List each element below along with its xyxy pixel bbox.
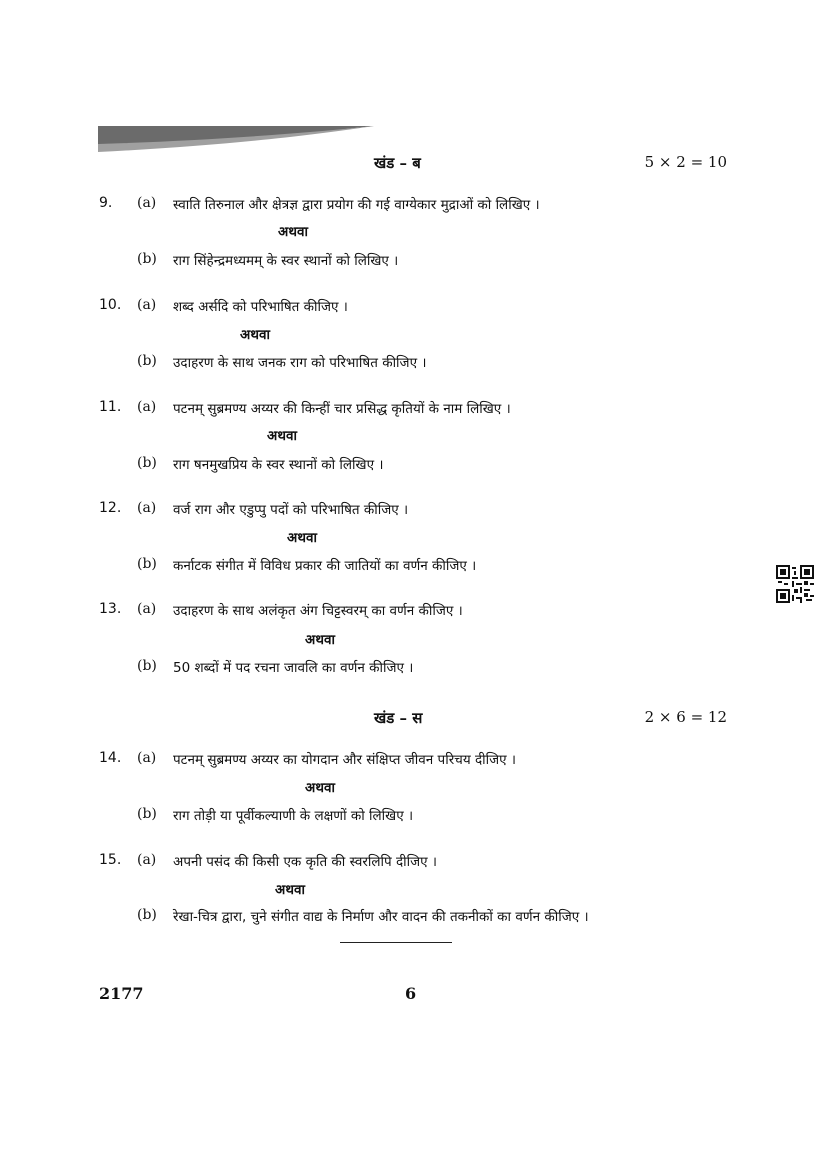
or-separator: अथवा: [275, 882, 305, 898]
option-label: (a): [137, 195, 157, 211]
option-a: [0, 195, 827, 217]
question-number: 12.: [99, 500, 122, 516]
section-c-header: [0, 708, 827, 732]
section-title: खंड – ब: [374, 154, 421, 172]
option-b: [0, 251, 827, 273]
section-title: खंड – स: [374, 709, 423, 727]
question-number: 10.: [99, 297, 122, 313]
option-a: [0, 601, 827, 623]
option-a: [0, 500, 827, 522]
question-number: 14.: [99, 750, 122, 766]
option-text: उदाहरण के साथ अलंकृत अंग चिट्टस्वरम् का वर्णन कीजिए ।: [173, 603, 463, 619]
option-text: 50 शब्दों में पद रचना जावलि का वर्णन कीजिए ।: [173, 660, 414, 676]
option-a: [0, 297, 827, 319]
option-b: [0, 556, 827, 578]
option-a: [0, 750, 827, 772]
section-marks: 2 × 6 = 12: [644, 708, 727, 726]
option-label: (a): [137, 399, 157, 415]
option-a: [0, 852, 827, 874]
section-marks: 5 × 2 = 10: [644, 153, 727, 171]
qr-code-icon: [776, 565, 814, 603]
option-text: रेखा-चित्र द्वारा, चुने संगीत वाद्य के निर्माण और वादन की तकनीकों का वर्णन कीजिए ।: [173, 909, 589, 925]
option-text: पटनम् सुब्रमण्य अय्यर का योगदान और संक्षिप्त जीवन परिचय दीजिए ।: [173, 752, 516, 768]
end-rule: [340, 942, 452, 943]
option-text: अपनी पसंद की किसी एक कृति की स्वरलिपि दीजिए ।: [173, 854, 438, 870]
option-b: [0, 907, 827, 929]
option-label: (b): [137, 251, 157, 267]
option-text: राग षनमुखप्रिय के स्वर स्थानों को लिखिए ।: [173, 457, 384, 473]
option-text: स्वाति तिरुनाल और क्षेत्रज्ञ द्वारा प्रयोग की गई वाग्येकार मुद्राओं को लिखिए ।: [173, 197, 540, 213]
paper-code: 2177: [99, 984, 144, 1003]
or-separator: अथवा: [267, 428, 297, 444]
option-text: कर्नाटक संगीत में विविध प्रकार की जातियों का वर्णन कीजिए ।: [173, 558, 477, 574]
option-label: (b): [137, 455, 157, 471]
question-number: 13.: [99, 601, 122, 617]
option-label: (a): [137, 297, 157, 313]
or-separator: अथवा: [305, 632, 335, 648]
or-separator: अथवा: [305, 780, 335, 796]
option-label: (b): [137, 806, 157, 822]
option-text: राग सिंहेन्द्रमध्यमम् के स्वर स्थानों को लिखिए ।: [173, 253, 399, 269]
option-a: [0, 399, 827, 421]
question-number: 9.: [99, 195, 113, 211]
option-label: (b): [137, 658, 157, 674]
option-text: उदाहरण के साथ जनक राग को परिभाषित कीजिए ।: [173, 355, 427, 371]
option-label: (a): [137, 750, 157, 766]
option-label: (b): [137, 353, 157, 369]
header-banner: [98, 126, 374, 152]
option-text: शब्द अर्सदि को परिभाषित कीजिए ।: [173, 299, 348, 315]
option-text: राग तोड़ी या पूर्वीकल्याणी के लक्षणों को लिखिए ।: [173, 808, 414, 824]
option-label: (a): [137, 500, 157, 516]
option-b: [0, 658, 827, 680]
or-separator: अथवा: [287, 530, 317, 546]
option-label: (a): [137, 852, 157, 868]
option-b: [0, 353, 827, 375]
question-number: 11.: [99, 399, 122, 415]
page-number: 6: [405, 984, 417, 1003]
option-text: पटनम् सुब्रमण्य अय्यर की किन्हीं चार प्रसिद्ध कृतियों के नाम लिखिए ।: [173, 401, 511, 417]
or-separator: अथवा: [278, 224, 308, 240]
question-number: 15.: [99, 852, 122, 868]
option-label: (b): [137, 556, 157, 572]
option-text: वर्ज राग और एडुप्पु पदों को परिभाषित कीजिए ।: [173, 502, 409, 518]
section-b-header: [0, 153, 827, 177]
option-b: [0, 806, 827, 828]
option-label: (b): [137, 907, 157, 923]
option-label: (a): [137, 601, 157, 617]
option-b: [0, 455, 827, 477]
or-separator: अथवा: [240, 327, 270, 343]
